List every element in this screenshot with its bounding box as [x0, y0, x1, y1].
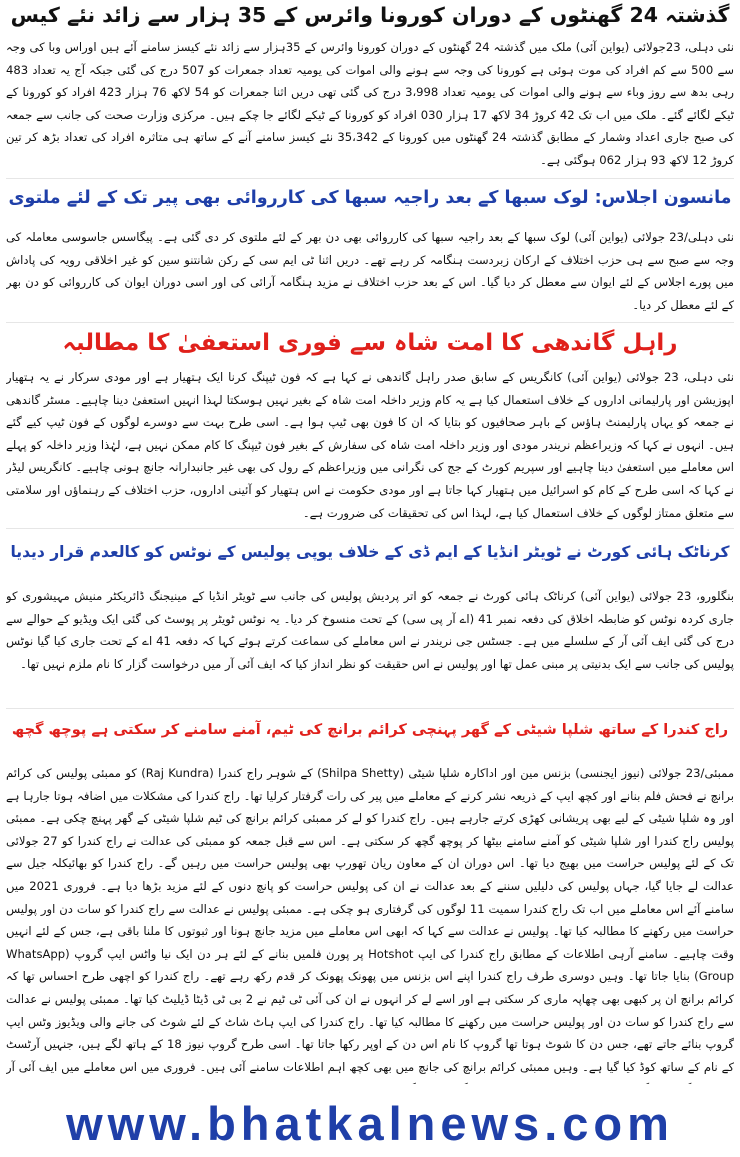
article-body-covid-cases: نئی دہلی، 23جولائی (یواین آئی) ملک میں گذشتہ 24 گھنٹوں کے دوران کورونا وائرس کے 35ہزار سے زائد نئے کیسز سامنے آئے ہیں اوراس وبا کی وجہ سے 500 سے کم افراد کی موت ہوئی ہے کورونا کی وجہ سے ہونے والی اموات کی یومیہ تعداد جمعرات کو 507 درج کی گئی جبکہ آج یہ تعداد 483 رہی بدھ سے روز وباء سے ہونے والی اموات کی یومیہ تعداد 3،998 درج کی گئی تھی دریں اثنا جمعرات کو 54 لاکھ 76 ہزار 423 افراد کو کورونا کے ٹیکے لگائے گئے۔ ملک میں اب تک 42 کروڑ 34 لاکھ 17 ہزار 030 افراد کو کورونا کے ٹیکے لگائے جا چکے ہیں۔ مرکزی وزارت صحت کی جانب سے جمعہ کی صبح جاری اعداد وشمار کے مطابق گذشتہ 24 گھنٹوں میں کورونا کے 35،342 نئے کیسز سامنے آنے کے ساتھ ہی متاثرہ افراد کی تعداد بڑھ کر تین کروڑ 12 لاکھ 93 ہزار 062 ہوگئی ہے۔: [6, 40, 734, 167]
article-body-rahul-gandhi: نئی دہلی، 23 جولائی (یواین آئی) کانگریس کے سابق صدر راہل گاندھی نے کہا ہے کہ فون ٹیپنگ کرنا ایک ہتھیار ہے اور مودی سرکار نے یہ ہتھیار اپوزیشن اور پارلیمانی اداروں کے خلاف استعمال کیا ہے یہ کام وزیر داخلہ امت شاہ کے بغیر نہیں ہوسکتا لہذا انہیں استعفیٰ دینا چاہیے۔ مسٹر گاندھی نے جمعہ کو یہاں پارلیمنٹ ہاؤس کے باہر صحافیوں کو بتایا کہ ان کا فون بھی ٹیپ ہوا ہے۔ اسی طرح بہت سے دوسرے لوگوں کے فون ٹیپ کیے گئے ہیں۔ انہوں نے کہا کہ وزیراعظم نریندر مودی اور وزیر داخلہ امت شاہ کی سفارش کے بغیر فون ٹیپنگ کا کام ممکن نہیں ہے، لہٰذا وزیر داخلہ کو پہلے اس معاملے میں استعفیٰ دینا چاہیے اور سپریم کورٹ کے جج کی نگرانی میں وزیراعظم کے رول کی بھی غیر جانبدارانہ جانچ ہونی چاہیے۔ کانگریس لیڈر نے کہا کہ اسی طرح کے کام کو اسرائیل میں ہتھیار کہا جاتا ہے اور مودی حکومت نے اس ہتھیار کو آئینی اداروں، حزب اختلاف کے رہنماؤں اور سلامتی سے متعلق ممتاز لوگوں کے خلاف استعمال کیا ہے، لہذا اس کی تحقیقات کی ضرورت ہے۔: [6, 370, 734, 520]
article-body-karnataka-high-court: بنگلورو، 23 جولائی (یواین آئی) کرناٹک ہائی کورٹ نے جمعہ کو اتر پردیش پولیس کی جانب سے ٹویٹر انڈیا کے مینیجنگ ڈائریکٹر منیش مہیشوری کو جاری کردہ نوٹس کو ضابطہ اخلاق کی دفعہ نمبر 41 (اے آر پی سی) کے تحت منسوخ کر دیا۔ یہ نوٹس ٹویٹر پر پوسٹ کی گئی ایک ویڈیو کے حوالے سے درج کی گئی ایف آئی آر کے سلسلے میں ہے۔ جسٹس جی نریندر نے اس معاملے کی سماعت کرتے ہوئے کہا کہ دفعہ 41 اے کے تحت جاری کیا گیا نوٹس پولیس کی جانب سے ایک بدنیتی پر مبنی عمل تھا اور پولیس نے اس حقیقت کو نظر انداز کیا کہ ایف آئی آر میں درخواست گزار کا نام ملزم نہیں تھا۔: [6, 589, 734, 671]
headline-monsoon-session: مانسون اجلاس: لوک سبھا کے بعد راجیہ سبھا کی کارروائی بھی پیر تک کے لئے ملتوی: [8, 188, 732, 208]
article-body-raj-kundra: ممبئی/23 جولائی (نیوز ایجنسی) بزنس مین اور اداکارہ شلپا شیٹی (Shilpa Shetty) کے شوہر راج کندرا (Raj Kundra) کو ممبئی پولیس کی کرائم برانچ نے فحش فلم بنانے اور کچھ ایپ کے ذریعہ نشر کرنے کے معاملے میں پیر کی رات گرفتار کرلیا تھا۔ راج کندرا کی مشکلات میں اضافہ ہوتا جارہا ہے اور وہ شلپا شیٹی کے لیے بھی پریشانی کھڑی کرتے جارہے ہیں۔ راج کندرا کو لے کر ممبئی کرائم برانچ کی ٹیم شلپا شیٹی کے گھر پہنچ چکی ہے۔ ممبئی پولیس راج کندرا اور شلپا شیٹی کو آمنے سامنے بیٹھا کر پوچھ گچھ کر سکتی ہے۔ اس سے قبل جمعہ کو ممبئی کی عدالت نے راج کندرا کو 27 جولائی تک کے لئے پولیس حراست میں بھیج دیا تھا۔ اس دوران ان کے معاون ریان تھورپ بھی پولیس حراست میں رہیں گے۔ راج کندرا کو بھائیکلہ جیل سے عدالت لے جایا گیا، جہاں پولیس کی دلیلیں سننے کے بعد عدالت نے ان کی پولیس حراست کو پانچ دنوں کے لئے مزید بڑھا دیا ہے۔ فروری 2021 میں سامنے آئے اس معاملے میں اب تک راج کندرا سمیت 11 لوگوں کی گرفتاری ہو چکی ہے۔ ممبئی پولیس نے عدالت سے راج کندرا کو سات دن اور پولیس حراست میں رکھنے کا مطالبہ کیا تھا۔ پولیس نے عدالت سے کہا کہ ابھی اس معاملے میں مزید جانچ ہونا اور ثبوتوں کا ملنا باقی ہے، جس کے لئے انہیں وقت چاہیے۔ سامنے آرہی اطلاعات کے مطابق راج کندرا کی ایپ Hotshot پر پورن فلمیں بنانے کے لئے ہر دن ایک نیا واٹس ایپ گروپ (WhatsApp Group) بنایا جاتا تھا۔ وہیں دوسری طرف راج کندرا اپنے اس بزنس میں پھونک پھونک کر قدم رکھ رہے تھے۔ راج کندرا کو اچھی طرح احساس تھا کہ کرائم برانچ ان پر کبھی بھی چھاپہ ماری کر سکتی ہے اور اسے لے کر انہوں نے ان کی آئی ٹی ٹیم نے 2 بی ٹی ڈیٹا ڈیلیٹ کیا تھا۔ ممبئی پولیس نے عدالت سے راج کندرا کو سات دن اور پولیس حراست میں رکھنے کا مطالبہ کیا تھا۔ راج کندرا کی ایپ ہاٹ شاٹ کے لئے شوٹ کی جانے والی ویڈیوز وٹس ایپ گروپ بنائے جاتے تھے، جس دن کا شوٹ ہوتا تھا گروپ کا نام اس دن کے اوپر رکھا جاتا تھا۔ اسی طرح گروپ نیوز 18 کے ہاتھ لگے ہیں، جنہیں آرٹسٹ کے نام کے ساتھ کوڈ کیا گیا ہے۔ وہیں ممبئی کرائم برانچ کی جانچ میں بھی کچھ اہم اطلاعات سامنے آئی ہیں۔ فروری میں اس معاملے میں ایف آئی آر: [6, 766, 734, 1074]
headline-covid-cases: گذشتہ 24 گھنٹوں کے دوران کورونا وائرس کے 35 ہزار سے زائد نئے کیس: [10, 3, 730, 27]
article-body-monsoon-session: نئی دہلی/23 جولائی (یواین آئی) لوک سبھا کے بعد راجیہ سبھا کی کارروائی بھی دن بھر کے لئے ملتوی کر دی گئی ہے۔ پیگاسس جاسوسی معاملہ کی وجہ سے صبح سے ہی حزب اختلاف کے ارکان زبردست ہنگامہ کر رہے تھے۔ دریں اثنا ٹی ایم سی کے رکن شانتنو سین کو غیر اخلاقی رویہ کی پاداش میں پورے اجلاس کے لئے ایوان سے معطل کر دیا گیا۔ اس کے بعد حزب اختلاف نے مزید ہنگامہ آرائی کی اور اسی دوران ایوان کی کارروائی کو دن بھر کے لئے معطل کر دیا۔: [6, 230, 734, 312]
divider: [6, 178, 734, 179]
website-footer: www.bhatkalnews.com: [66, 1097, 674, 1150]
divider: [6, 708, 734, 709]
divider: [6, 528, 734, 529]
headline-raj-kundra: راج کندرا کے ساتھ شلپا شیٹی کے گھر پہنچی کرائم برانچ کی ٹیم، آمنے سامنے کر سکتی ہے پوچھ گچھ: [11, 722, 729, 738]
headline-karnataka-high-court: کرناٹک ہائی کورٹ نے ٹویٹر انڈیا کے ایم ڈی کے خلاف یوپی پولیس کے نوٹس کو کالعدم قرار دیدیا: [10, 543, 730, 561]
headline-rahul-gandhi: راہل گاندھی کا امت شاہ سے فوری استعفیٰ کا مطالبہ: [62, 330, 678, 356]
divider: [6, 322, 734, 323]
